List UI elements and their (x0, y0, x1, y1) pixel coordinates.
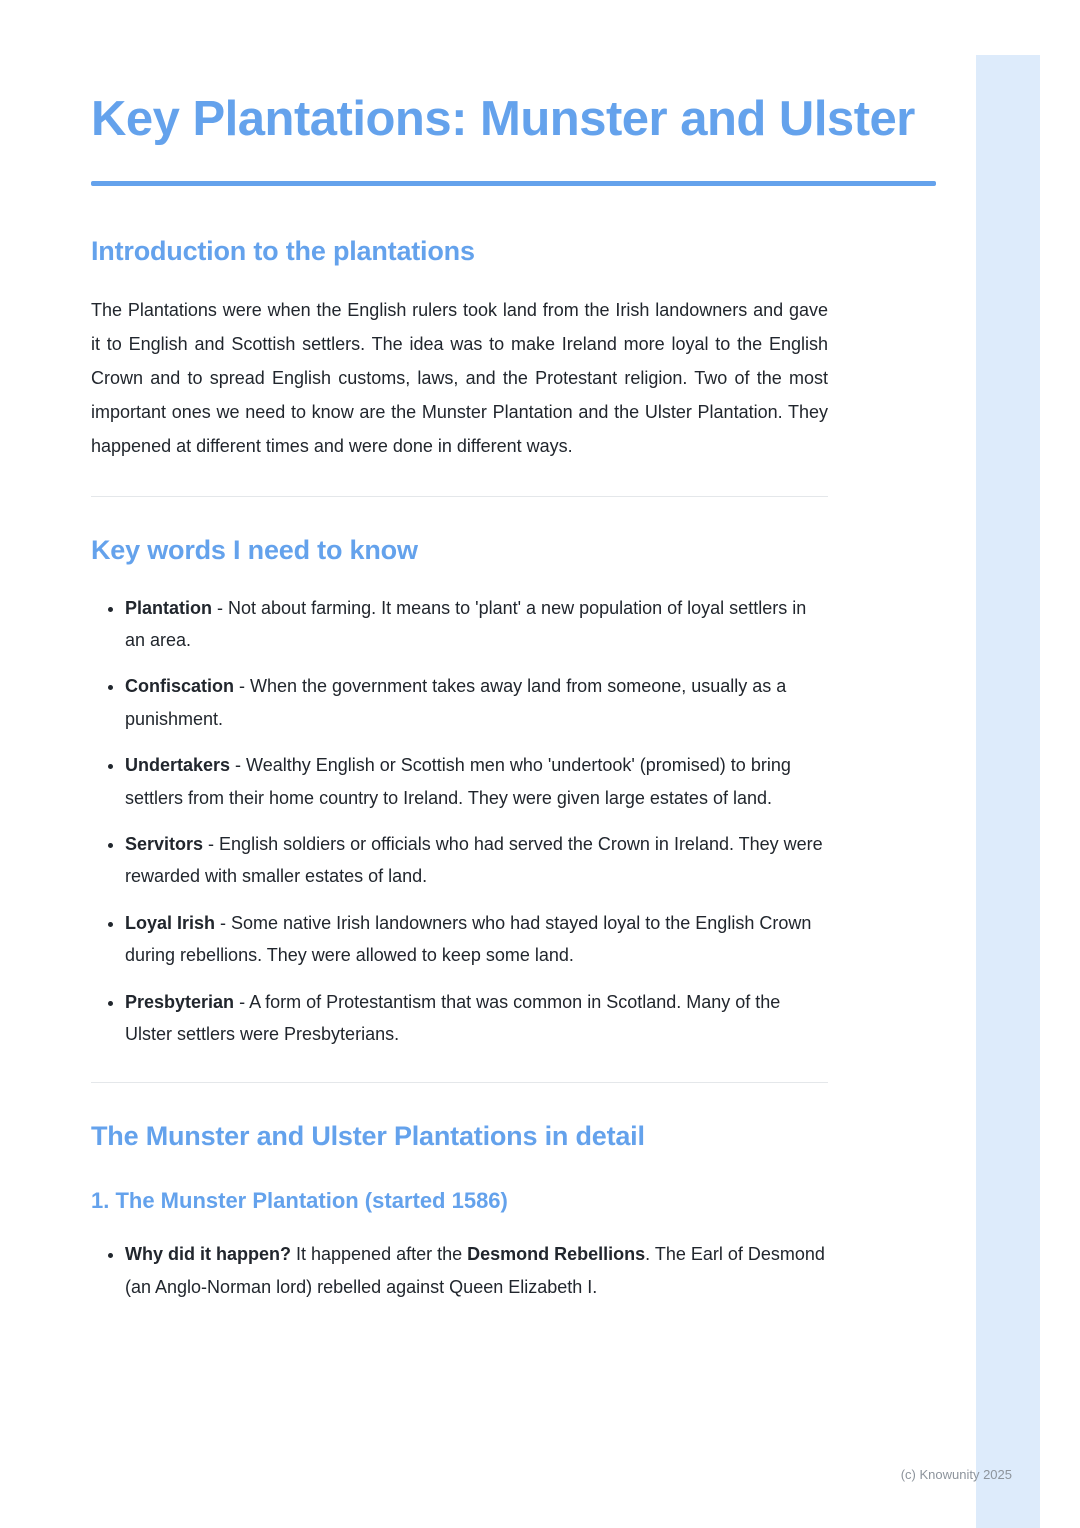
keyword-term: Confiscation (125, 676, 235, 697)
keyword-desc: - When the government takes away land from someone, usually as a punishment. (125, 676, 787, 729)
keyword-item (125, 670, 831, 735)
detail-heading: The Munster and Ulster Plantations in detail (91, 1121, 645, 1152)
detail-text-segment: . The Earl of Desmond (an Anglo-Norman lord) rebelled against Queen Elizabeth I. (125, 1244, 825, 1297)
keyword-desc: - Wealthy English or Scottish men who 'undertook' (promised) to bring settlers from their home country to Ireland. They were given large estates of land. (125, 755, 791, 808)
keyword-desc: - English soldiers or officials who had served the Crown in Ireland. They were rewarded with smaller estates of land. (125, 834, 823, 887)
keyword-item (125, 907, 831, 972)
detail-bold-segment: Desmond Rebellions (467, 1244, 646, 1265)
intro-paragraph: The Plantations were when the English rulers took land from the Irish landowners and gave it to English and Scottish settlers. The idea was to make Ireland more loyal to the English Crown and to spread English customs, laws, and the Protestant religion. Two of the most important ones we need to know are the Munster Plantation and the Ulster Plantation. They happened at different times and were done in different ways. (91, 299, 828, 457)
keyword-item (125, 749, 831, 814)
keyword-term: Servitors (125, 834, 204, 854)
keyword-item (125, 592, 831, 657)
keyword-desc: - A form of Protestantism that was common in Scotland. Many of the Ulster settlers were Presbyterians. (125, 991, 781, 1044)
right-accent-bar (976, 55, 1040, 1528)
keyword-item (125, 828, 831, 893)
detail-text-segment: It happened after the (290, 1244, 468, 1265)
section-divider (91, 496, 828, 497)
munster-detail-list (91, 1238, 831, 1303)
footer-credit: (c) Knowunity 2025 (900, 1467, 1012, 1482)
keyword-term: Plantation (125, 597, 213, 618)
keyword-term: Loyal Irish (125, 912, 216, 933)
intro-heading: Introduction to the plantations (91, 235, 475, 266)
detail-bold-segment: Why did it happen? (125, 1244, 291, 1265)
keyword-desc: - Some native Irish landowners who had stayed loyal to the English Crown during rebellions. They were allowed to keep some land. (125, 912, 812, 966)
keyword-term: Presbyterian (125, 991, 235, 1012)
keyword-desc: - Not about farming. It means to 'plant' a new population of loyal settlers in an area. (125, 597, 807, 651)
keywords-heading: Key words I need to know (91, 534, 418, 565)
detail-item (125, 1238, 831, 1303)
document-content (91, 88, 936, 1317)
page-title: Key Plantations: Munster and Ulster (91, 92, 915, 146)
keyword-item (125, 986, 831, 1051)
title-underline-rule (91, 181, 936, 186)
munster-subheading: 1. The Munster Plantation (started 1586) (91, 1188, 508, 1214)
keywords-list (91, 592, 831, 1051)
keyword-term: Undertakers (125, 755, 231, 776)
section-divider (91, 1082, 828, 1083)
